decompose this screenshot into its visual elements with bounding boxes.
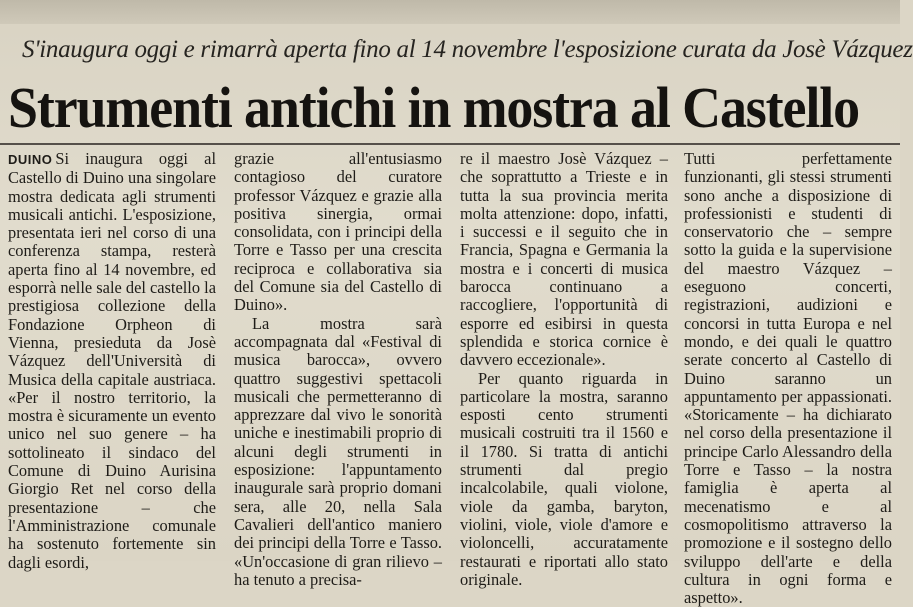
column-2-paragraph-2: La mostra sarà accompagnata dal «Festival di musica barocca», ovvero quattro suggestivi spettacoli musicali che permetteranno di apprezzare dal vivo le sonorità uniche e inestimabili proprio di alcuni degli strumenti in esposizione: l'appuntamento inaugurale sarà proprio domani sera, alle 20, nella Sala Cavalieri dell'antico maniero dei principi della Torre e Tasso. «Un'occasione di gran rilievo – ha tenuto a precisa-	[234, 313, 442, 589]
article-column-1	[8, 150, 216, 572]
article-kicker: S'inaugura oggi e rimarrà aperta fino al 14 novembre l'esposizione curata da Josè Vázquez	[22, 36, 913, 63]
article-column-4	[684, 150, 892, 607]
article-column-3	[460, 150, 668, 589]
article-column-2	[234, 150, 442, 589]
paragraph-text: Si inaugura oggi al Castello di Duino una singolare mostra dedicata agli strumenti musicali antichi. L'esposizione, presentata ieri nel corso di una conferenza stampa, resterà aperta fino al 14 novembre, ed esporrà nelle sale del castello la prestigiosa collezione della Fondazione Orpheon di Vienna, presieduta da Josè Vázquez dell'Università di Musica della capitale austriaca. «Per il nostro territorio, la mostra è sicuramente un evento unico nel suo genere – ha sottolineato il sindaco del Comune di Duino Aurisina Giorgio Ret nel corso della presentazione – che l'Amministrazione comunale ha sostenuto fortemente sin dagli esordi,	[8, 149, 216, 572]
page-top-edge	[0, 0, 900, 24]
column-3-paragraph-2: Per quanto riguarda in particolare la mostra, saranno esposti cento strumenti musicali costruiti tra il 1560 e il 1780. Si tratta di antichi strumenti dal pregio incalcolabile, quali violone, viole da gamba, baryton, violini, viole, viole d'amore e violoncelli, accuratamente restaurati e riportati allo stato originale.	[460, 368, 668, 589]
article-headline: Strumenti antichi in mostra al Castello	[8, 75, 859, 140]
column-4-paragraph-1: Tutti perfettamente funzionanti, gli stessi strumenti sono anche a disposizione di professionisti e studenti di conservatorio che – sempre sotto la guida e la supervisione del maestro Vázquez – eseguono concerti, registrazioni, audizioni e concorsi in tutta Europa e nel mondo, e dei quali le quattro serate concerto al Castello di Duino saranno un appuntamento per appassionati. «Storicamente – ha dichiarato nel corso della presentazione il principe Carlo Alessandro della Torre e Tasso – la nostra famiglia è aperta al mecenatismo e al cosmopolitismo attraverso la promozione e il sostegno dello sviluppo dell'arte e della cultura in ogni forma e aspetto».	[684, 149, 892, 607]
headline-divider	[0, 143, 900, 145]
article-body	[8, 149, 896, 607]
dateline: DUINO	[8, 152, 53, 167]
column-3-paragraph-1: re il maestro Josè Vázquez – che soprattutto a Trieste e in tutta la sua provincia merita molta attenzione: dopo, infatti, i successi e il seguito che in Francia, Spagna e Germania la mostra e i concerti di musica barocca continuano a raccogliere, l'opportunità di esporre ed esibirsi in questa splendida e storica cornice è davvero eccezionale».	[460, 149, 668, 370]
column-1-paragraph-1	[8, 150, 216, 572]
column-2-paragraph-1: grazie all'entusiasmo contagioso del curatore professor Vázquez e grazie alla positiva sinergia, ormai consolidata, con i principi della Torre e Tasso per una crescita reciproca e collaborativa sia del Comune sia del Castello di Duino».	[234, 149, 442, 315]
